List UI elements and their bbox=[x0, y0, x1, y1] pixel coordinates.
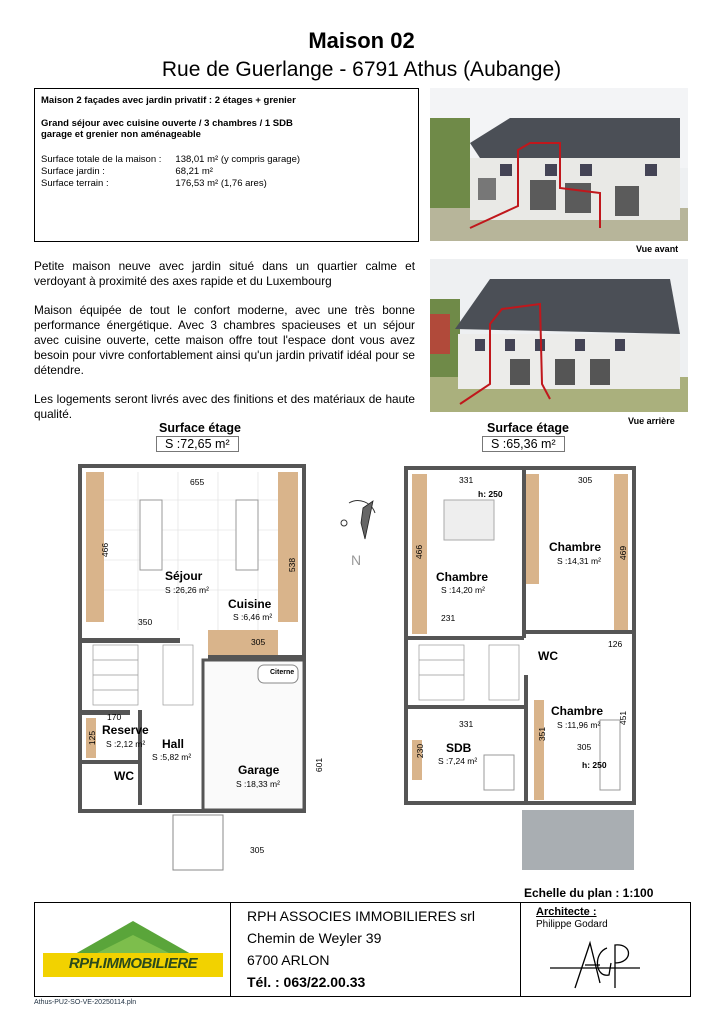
front-view-image bbox=[430, 88, 688, 241]
ground-plan-area: S :72,65 m² bbox=[156, 436, 239, 452]
room-wc-ground: WC bbox=[114, 769, 134, 783]
back-view-caption: Vue arrière bbox=[628, 416, 675, 426]
footer-box bbox=[34, 902, 691, 997]
row-value: 138,01 m² (y compris garage) bbox=[175, 154, 301, 165]
dim-garage-w: 305 bbox=[250, 845, 265, 855]
row-label: Surface totale de la maison : bbox=[41, 154, 162, 165]
room-chambre-1: Chambre bbox=[436, 570, 489, 584]
surface-reserve: S :2,12 m² bbox=[106, 739, 146, 749]
dim-upper-height-2: h: 250 bbox=[582, 760, 607, 770]
row-label: Surface terrain : bbox=[41, 178, 109, 189]
dim-wc-w: 126 bbox=[608, 639, 623, 649]
surface-garage: S :18,33 m² bbox=[236, 779, 280, 789]
summary-line-1: Maison 2 façades avec jardin privatif : 2 étages + grenier bbox=[41, 95, 296, 106]
surface-sejour: S :26,26 m² bbox=[165, 585, 209, 595]
dim-upper-right: 469 bbox=[618, 545, 629, 561]
upper-floor-plan bbox=[404, 460, 644, 880]
dim-cuisine-w: 305 bbox=[251, 637, 266, 647]
architect-signature bbox=[545, 933, 645, 993]
dim-chambre-1-w: 231 bbox=[441, 613, 456, 623]
row-label: Surface jardin : bbox=[41, 166, 105, 177]
address: Rue de Guerlange - 6791 Athus (Aubange) bbox=[161, 58, 562, 81]
page-title: Maison 02 bbox=[308, 28, 415, 53]
company-name: RPH ASSOCIES IMMOBILIERES srl bbox=[247, 908, 475, 924]
description-paragraph: Maison équipée de tout le confort moderne, avec une très bonne performance énergétique. Avec 3 chambres spacieuses et un séjour avec cuisine ouverte, cette maison offre tout l'espace dont vous avez besoin pour vivre confortablement ainsi qu'un jardin privatif idéal pour se détendre. bbox=[34, 303, 415, 377]
dim-chambre-3-right: 451 bbox=[618, 710, 629, 726]
room-wc-upper: WC bbox=[538, 649, 558, 663]
table-row bbox=[41, 178, 314, 190]
description bbox=[34, 259, 415, 436]
surface-chambre-3: S :11,96 m² bbox=[557, 720, 601, 730]
architect-name: Philippe Godard bbox=[536, 919, 608, 930]
north-label: N bbox=[351, 552, 362, 568]
file-reference: Athus-PU2-SO-VE-20250114.pln bbox=[34, 999, 137, 1006]
surface-cuisine: S :6,46 m² bbox=[233, 612, 273, 622]
room-sejour: Séjour bbox=[165, 569, 203, 583]
row-value: 68,21 m² bbox=[175, 166, 213, 177]
dim-ground-right: 538 bbox=[287, 557, 298, 573]
company-street: Chemin de Weyler 39 bbox=[247, 930, 382, 946]
dim-upper-top-right: 305 bbox=[578, 475, 593, 485]
room-garage: Garage bbox=[238, 763, 280, 777]
dim-garage-h: 601 bbox=[314, 757, 325, 773]
plan-scale: Echelle du plan : 1:100 bbox=[524, 886, 654, 900]
dim-ground-top: 655 bbox=[190, 477, 205, 487]
architect-label: Architecte : bbox=[536, 906, 597, 918]
surface-chambre-2: S :14,31 m² bbox=[557, 556, 601, 566]
summary-line-2: Grand séjour avec cuisine ouverte / 3 chambres / 1 SDB bbox=[41, 118, 293, 129]
dim-reserve-w: 170 bbox=[107, 712, 122, 722]
back-view-image bbox=[430, 259, 688, 412]
dim-upper-top-left: 331 bbox=[459, 475, 474, 485]
table-row bbox=[41, 154, 314, 166]
company-logo-text: RPH.IMMOBILIERE bbox=[68, 955, 198, 972]
description-paragraph: Les logements seront livrés avec des finitions et des matériaux de haute qualité. bbox=[34, 392, 415, 421]
dim-sdb-w: 331 bbox=[459, 719, 474, 729]
table-row bbox=[41, 166, 314, 178]
dim-chambre-3-w: 305 bbox=[577, 742, 592, 752]
surface-chambre-1: S :14,20 m² bbox=[441, 585, 485, 595]
room-cuisine: Cuisine bbox=[228, 597, 272, 611]
room-chambre-2: Chambre bbox=[549, 540, 602, 554]
description-paragraph: Petite maison neuve avec jardin situé dans un quartier calme et verdoyant à proximité des axes rapide et du Luxembourg bbox=[34, 259, 415, 288]
room-reserve: Reserve bbox=[102, 723, 149, 737]
dim-ground-left: 466 bbox=[100, 542, 111, 558]
company-phone: Tél. : 063/22.00.33 bbox=[247, 974, 366, 990]
upper-plan-area: S :65,36 m² bbox=[482, 436, 565, 452]
dim-upper-left: 466 bbox=[414, 544, 425, 560]
dim-upper-height-1: h: 250 bbox=[478, 489, 503, 499]
dim-sejour-w: 350 bbox=[138, 617, 153, 627]
dim-reserve-h: 125 bbox=[87, 730, 98, 746]
company-city: 6700 ARLON bbox=[247, 952, 330, 968]
surface-table bbox=[41, 154, 314, 190]
surface-sdb: S :7,24 m² bbox=[438, 756, 478, 766]
room-hall: Hall bbox=[162, 737, 185, 751]
citerne-label: Citerne bbox=[270, 669, 295, 676]
surface-hall: S :5,82 m² bbox=[152, 752, 192, 762]
summary-line-3: garage et grenier non aménageable bbox=[41, 129, 201, 140]
room-chambre-3: Chambre bbox=[551, 704, 604, 718]
company-logo bbox=[43, 913, 223, 985]
front-view-caption: Vue avant bbox=[636, 244, 679, 254]
room-sdb: SDB bbox=[446, 741, 472, 755]
summary-box bbox=[34, 88, 419, 242]
dim-chambre-3-left: 351 bbox=[537, 726, 548, 742]
compass-icon bbox=[335, 493, 385, 543]
row-value: 176,53 m² (1,76 ares) bbox=[175, 178, 267, 189]
dim-sdb-h: 230 bbox=[415, 743, 426, 759]
ground-plan-title: Surface étage bbox=[159, 421, 241, 435]
upper-plan-title: Surface étage bbox=[487, 421, 569, 435]
